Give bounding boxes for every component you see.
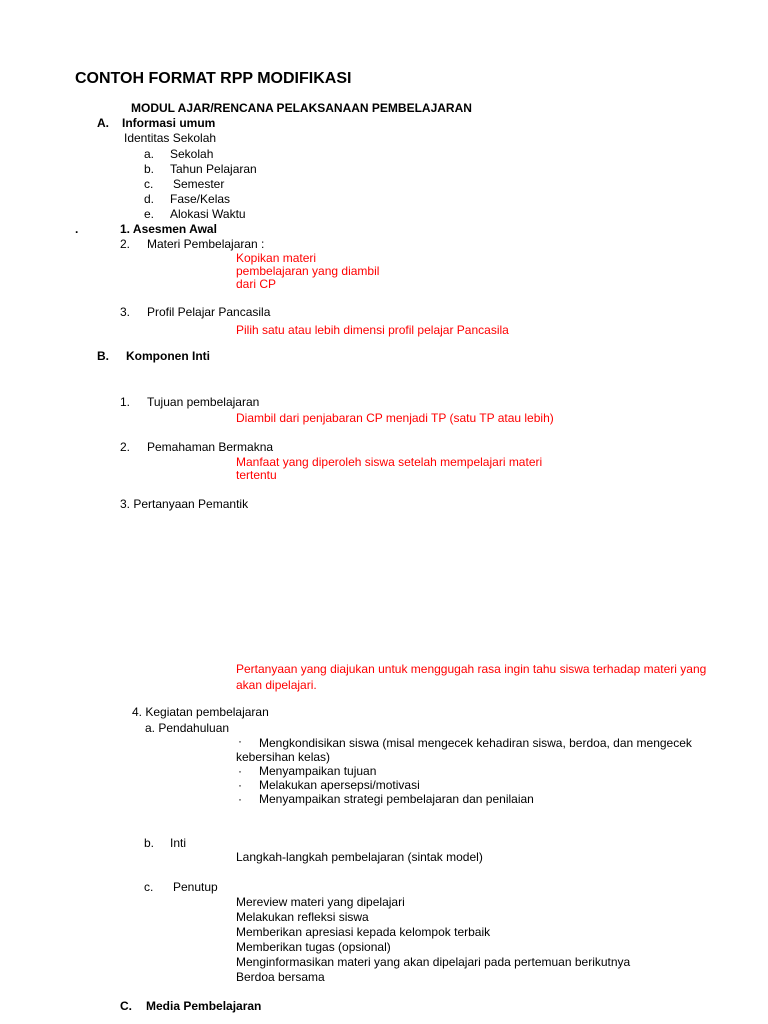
section-b-number: B.	[97, 349, 109, 363]
list-item: Melakukan refleksi siswa	[236, 910, 369, 924]
list-item: Tahun Pelajaran	[170, 162, 257, 176]
pertanyaan-note: Pertanyaan yang diajukan untuk menggugah rasa ingin tahu siswa terhadap materi yang	[236, 662, 707, 676]
pemahaman-label: Pemahaman Bermakna	[147, 440, 274, 454]
list-item: Mereview materi yang dipelajari	[236, 895, 405, 909]
list-item: Menyampaikan strategi pembelajaran dan penilaian	[259, 792, 534, 806]
bullet-icon: ·	[238, 764, 242, 778]
section-c-number: C.	[120, 999, 132, 1013]
list-item: Melakukan apersepsi/motivasi	[259, 778, 420, 792]
document-subtitle: MODUL AJAR/RENCANA PELAKSANAAN PEMBELAJARAN	[131, 101, 472, 115]
list-item-number: b.	[144, 162, 155, 176]
list-item: Memberikan tugas (opsional)	[236, 940, 391, 954]
list-item-number: e.	[144, 207, 155, 221]
list-item: Fase/Kelas	[170, 192, 231, 206]
list-item: Berdoa bersama	[236, 970, 325, 984]
list-item: Sekolah	[170, 147, 214, 161]
list-item-number: d.	[144, 192, 155, 206]
list-item-continued: kebersihan kelas)	[236, 750, 331, 764]
list-item-number: a.	[144, 147, 155, 161]
bullet-icon: ·	[238, 734, 242, 748]
stray-bullet: .	[75, 222, 79, 236]
profil-note: Pilih satu atau lebih dimensi profil pelajar Pancasila	[236, 323, 509, 337]
list-item: Menyampaikan tujuan	[259, 764, 377, 778]
section-c-heading: Media Pembelajaran	[146, 999, 262, 1013]
inti-number: b.	[144, 836, 155, 850]
materi-note: dari CP	[236, 277, 277, 291]
profil-number: 3.	[120, 305, 131, 319]
list-item: Semester	[173, 177, 225, 191]
bullet-icon: ·	[238, 792, 242, 806]
materi-number: 2.	[120, 237, 131, 251]
list-item: Menginformasikan materi yang akan dipelajari pada pertemuan berikutnya	[236, 955, 631, 969]
section-a-heading: Informasi umum	[122, 116, 216, 130]
inti-text: Langkah-langkah pembelajaran (sintak model)	[236, 850, 483, 864]
pemahaman-note: tertentu	[236, 468, 277, 482]
profil-label: Profil Pelajar Pancasila	[147, 305, 271, 319]
kegiatan-label: 4. Kegiatan pembelajaran	[132, 705, 269, 719]
pendahuluan-label: a. Pendahuluan	[145, 721, 230, 735]
penutup-label: Penutup	[173, 880, 218, 894]
section-a-number: A.	[97, 116, 109, 130]
list-item: Alokasi Waktu	[170, 207, 246, 221]
pertanyaan-note: akan dipelajari.	[236, 678, 317, 692]
section-b-heading: Komponen Inti	[126, 349, 210, 363]
bullet-icon: ·	[238, 778, 242, 792]
materi-note: pembelajaran yang diambil	[236, 264, 380, 278]
materi-label: Materi Pembelajaran :	[147, 237, 265, 251]
tujuan-number: 1.	[120, 395, 131, 409]
pemahaman-number: 2.	[120, 440, 131, 454]
list-item-number: c.	[144, 177, 154, 191]
list-item: Memberikan apresiasi kepada kelompok terbaik	[236, 925, 491, 939]
identity-label: Identitas Sekolah	[124, 131, 217, 145]
materi-note: Kopikan materi	[236, 251, 317, 265]
pertanyaan-label: 3. Pertanyaan Pemantik	[120, 497, 249, 511]
tujuan-label: Tujuan pembelajaran	[147, 395, 260, 409]
penutup-number: c.	[144, 880, 154, 894]
inti-label: Inti	[170, 836, 187, 850]
pemahaman-note: Manfaat yang diperoleh siswa setelah mempelajari materi	[236, 455, 543, 469]
document-title: CONTOH FORMAT RPP MODIFIKASI	[75, 70, 352, 87]
asesmen-heading: 1. Asesmen Awal	[120, 222, 217, 236]
list-item: Mengkondisikan siswa (misal mengecek kehadiran siswa, berdoa, dan mengecek	[259, 736, 692, 750]
tujuan-note: Diambil dari penjabaran CP menjadi TP (satu TP atau lebih)	[236, 411, 554, 425]
